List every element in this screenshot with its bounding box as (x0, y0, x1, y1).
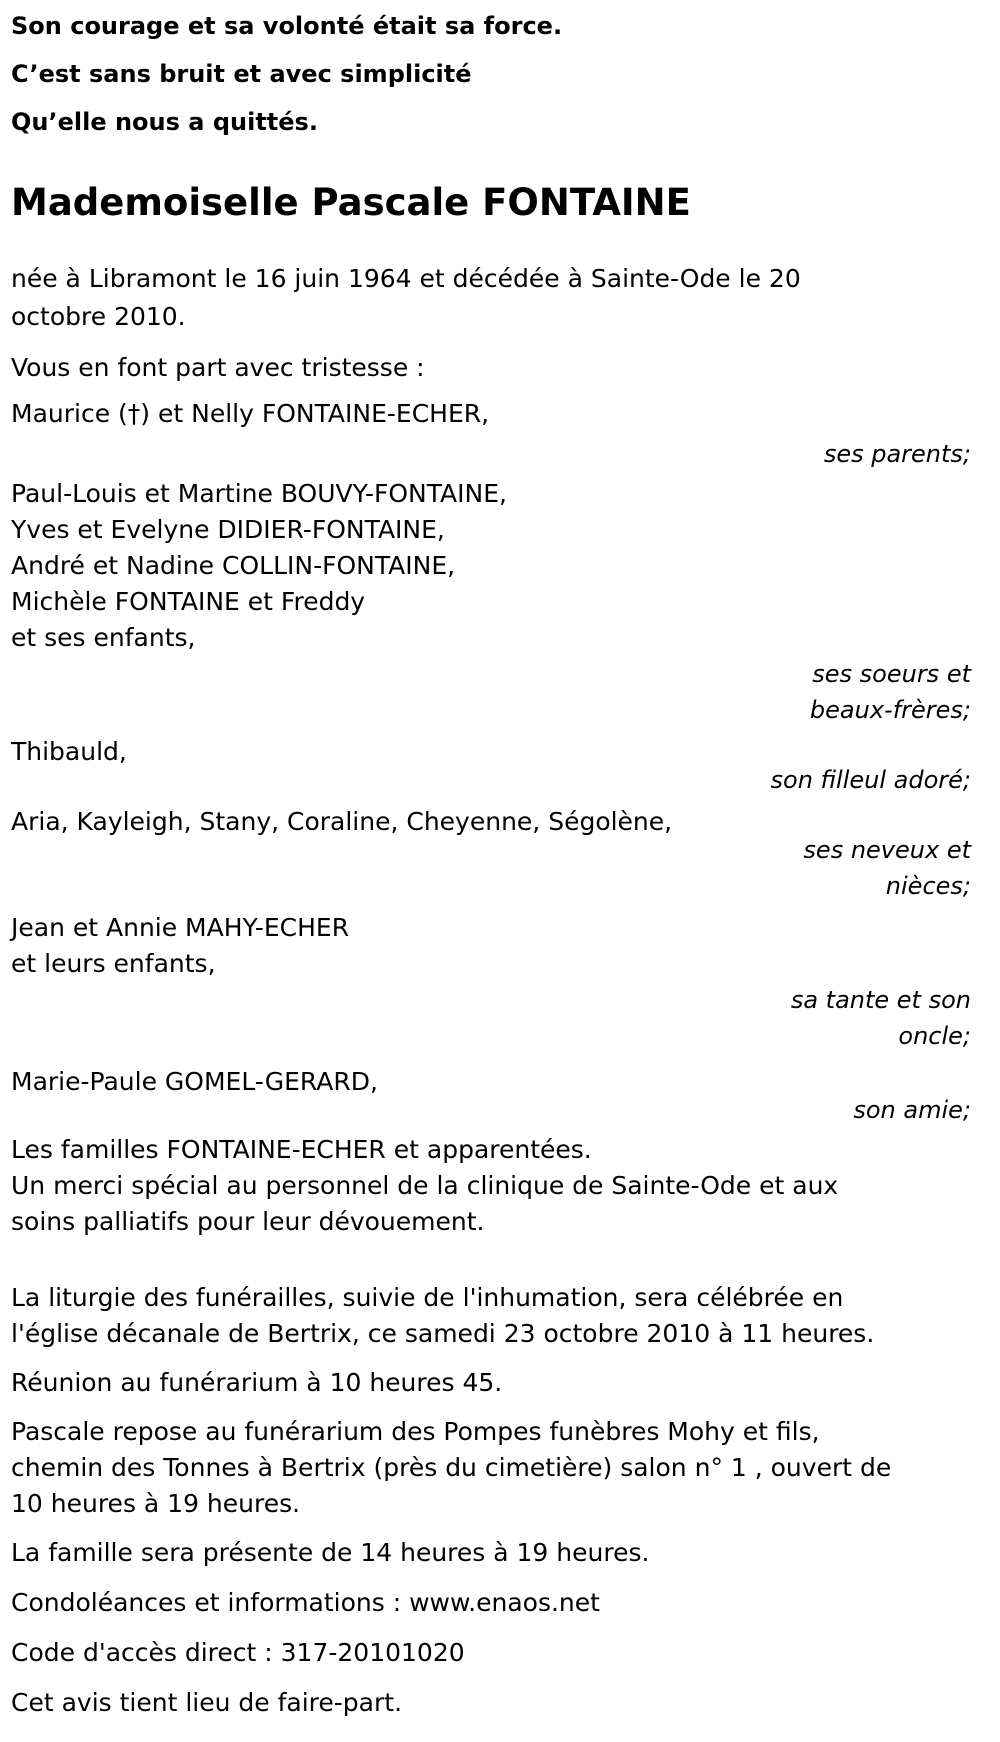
family-group-friend (11, 1062, 981, 1130)
family-member: Maurice (†) et Nelly FONTAINE-ECHER, (11, 399, 490, 428)
family-role: ses soeurs et beaux-frères; (809, 660, 971, 724)
access-code-text: Code d'accès direct : 317-20101020 (11, 1638, 465, 1667)
quote-line: Son courage et sa volonté était sa force. (11, 12, 563, 40)
quote-line: C’est sans bruit et avec simplicité (11, 60, 472, 88)
family-member: André et Nadine COLLIN-FONTAINE, (11, 551, 456, 580)
deceased-name: Mademoiselle Pascale FONTAINE (11, 181, 691, 224)
family-member: et ses enfants, (11, 623, 196, 652)
announce-text: Vous en font part avec tristesse : (11, 353, 425, 382)
quote-line: Qu’elle nous a quittés. (11, 108, 318, 136)
family-member: Jean et Annie MAHY-ECHER (11, 913, 350, 942)
condolences-text: Condoléances et informations : www.enaos.net (11, 1588, 600, 1617)
opening-quote (11, 0, 981, 146)
family-role: son amie; (853, 1096, 971, 1124)
family-group-godson (11, 732, 981, 800)
family-member: Yves et Evelyne DIDIER-FONTAINE, (11, 515, 445, 544)
birth-death-text: née à Libramont le 16 juin 1964 et décédée à Sainte-Ode le 20 octobre 2010. (11, 264, 801, 331)
family-member: et leurs enfants, (11, 949, 216, 978)
family-group-aunt-uncle (11, 910, 981, 1054)
spacer (11, 1252, 981, 1280)
family-role: sa tante et son oncle; (790, 986, 971, 1050)
liturgy-text: La liturgie des funérailles, suivie de l'inhumation, sera célébrée en l'église décanale de Bertrix, ce samedi 23 octobre 2010 à 11 heures. (11, 1283, 875, 1348)
family-member: Marie-Paule GOMEL-GERARD, (11, 1067, 378, 1096)
obituary-document (11, 0, 981, 1734)
meeting-text: Réunion au funérarium à 10 heures 45. (11, 1368, 503, 1397)
family-role: son filleul adoré; (770, 766, 971, 794)
family-role: ses parents; (823, 440, 971, 468)
family-group-parents (11, 394, 981, 474)
family-present-text: La famille sera présente de 14 heures à 19 heures. (11, 1538, 650, 1567)
repose-text: Pascale repose au funérarium des Pompes funèbres Mohy et fils, chemin des Tonnes à Bertrix (près du cimetière) salon n° 1 , ouvert de 10 heures à 19 heures. (11, 1417, 892, 1518)
family-member: Paul-Louis et Martine BOUVY-FONTAINE, (11, 479, 507, 508)
family-member: Michèle FONTAINE et Freddy (11, 587, 366, 616)
family-member: Aria, Kayleigh, Stany, Coraline, Cheyenne, Ségolène, (11, 807, 673, 836)
family-group-siblings (11, 476, 981, 728)
families-line: Les familles FONTAINE-ECHER et apparentées. (11, 1135, 592, 1164)
thanks-text: Un merci spécial au personnel de la clinique de Sainte-Ode et aux soins palliatifs pour leur dévouement. (11, 1171, 839, 1236)
family-group-nephews (11, 802, 981, 904)
family-member: Thibauld, (11, 737, 127, 766)
family-role: ses neveux et nièces; (803, 836, 971, 900)
notice-text: Cet avis tient lieu de faire-part. (11, 1688, 403, 1717)
